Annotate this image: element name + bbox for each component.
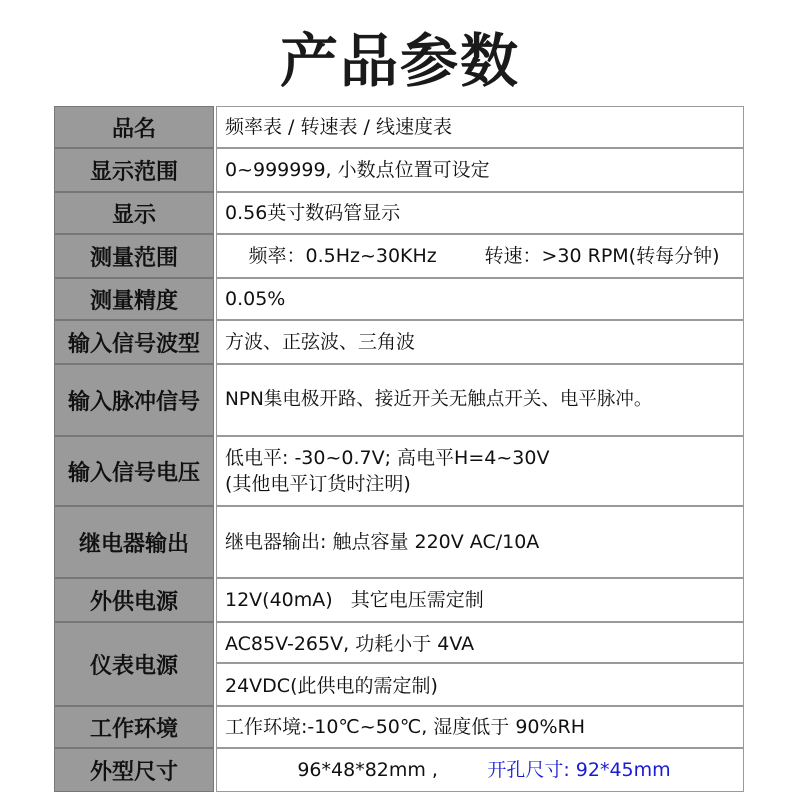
- spec-row-accuracy: [54, 278, 744, 320]
- spec-label: 测量范围: [54, 234, 214, 278]
- spec-row-external-power: [54, 578, 744, 622]
- page-title: 产品参数: [279, 27, 520, 95]
- cutout-size: 开孔尺寸: 92*45mm: [487, 759, 671, 781]
- spec-value-ac: AC85V-265V, 功耗小于 4VA: [216, 622, 744, 663]
- spec-label: 品名: [54, 106, 214, 148]
- spec-label: 输入信号电压: [54, 436, 214, 506]
- spec-label: 显示: [54, 192, 214, 234]
- spec-row-pulse-input: [54, 364, 744, 436]
- spec-row-product-name: [54, 106, 744, 148]
- spec-label: 仪表电源: [54, 622, 214, 706]
- spec-row-display: [54, 192, 744, 234]
- spec-value: 方波、正弦波、三角波: [216, 320, 744, 364]
- spec-label: 显示范围: [54, 148, 214, 192]
- spec-label: 工作环境: [54, 706, 214, 748]
- spec-value: 0.05%: [216, 278, 744, 320]
- spec-label: 输入信号波型: [54, 320, 214, 364]
- spec-value: 96*48*82mm , 开孔尺寸: 92*45mm: [216, 748, 744, 792]
- spec-row-waveform: [54, 320, 744, 364]
- spec-value: 频率表 / 转速表 / 线速度表: [216, 106, 744, 148]
- spec-value: 0.56英寸数码管显示: [216, 192, 744, 234]
- spec-value: 12V(40mA) 其它电压需定制: [216, 578, 744, 622]
- spec-row-environment: [54, 706, 744, 748]
- spec-row-measure-range: [54, 234, 744, 278]
- spec-label: 输入脉冲信号: [54, 364, 214, 436]
- spec-value: NPN集电极开路、接近开关无触点开关、电平脉冲。: [216, 364, 744, 436]
- spec-row-relay-output: [54, 506, 744, 578]
- spec-row-input-voltage: [54, 436, 744, 506]
- spec-label: 测量精度: [54, 278, 214, 320]
- spec-value-dc: 24VDC(此供电的需定制): [216, 663, 744, 706]
- spec-row-instrument-power: [54, 622, 744, 706]
- spec-value: 继电器输出: 触点容量 220V AC/10A: [216, 506, 744, 578]
- spec-label: 继电器输出: [54, 506, 214, 578]
- spec-value: 工作环境:-10℃~50℃, 湿度低于 90%RH: [216, 706, 744, 748]
- spec-label: 外型尺寸: [54, 748, 214, 792]
- spec-row-dimensions: [54, 748, 744, 792]
- spec-label: 外供电源: [54, 578, 214, 622]
- spec-value: 频率：0.5Hz~30KHz 转速：>30 RPM(转每分钟): [216, 234, 744, 278]
- spec-row-display-range: [54, 148, 744, 192]
- spec-value: 低电平: -30~0.7V; 高电平H=4~30V (其他电平订货时注明): [216, 436, 744, 506]
- spec-value: 0~999999, 小数点位置可设定: [216, 148, 744, 192]
